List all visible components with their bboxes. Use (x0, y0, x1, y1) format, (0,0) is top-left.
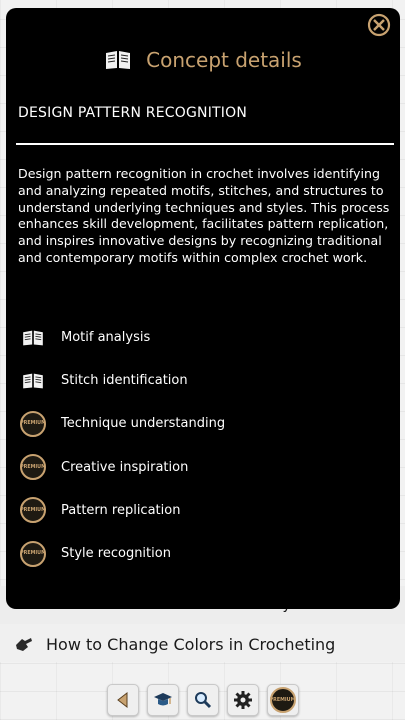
concept-details-modal (6, 8, 400, 609)
search-icon (194, 691, 212, 709)
concept-description: Design pattern recognition in crochet involves identifying and analyzing repeated motifs, stitches, and structures to understand underlying techniques and styles. This process enhances skill development, facilitates pattern replication, and inspires innovative designs by recognizing traditional and contemporary motifs within complex crochet work. (18, 166, 390, 265)
modal-title: Concept details (146, 48, 302, 72)
concept-item-label: Pattern replication (61, 502, 181, 518)
book-icon (20, 325, 46, 351)
learn-button[interactable] (147, 684, 179, 716)
premium-icon (20, 541, 46, 567)
premium-badge: PREMIUM (20, 411, 46, 437)
hand-pointer-icon (14, 635, 34, 653)
concept-item-label: Stitch identification (61, 373, 188, 389)
premium-button[interactable] (267, 684, 299, 716)
close-icon[interactable] (367, 13, 391, 37)
modal-header (6, 48, 400, 72)
book-icon (104, 49, 132, 71)
book-icon (20, 368, 46, 394)
premium-icon (20, 411, 46, 437)
section-title: DESIGN PATTERN RECOGNITION (18, 105, 247, 121)
concept-item[interactable] (20, 446, 390, 489)
graduation-cap-icon (153, 691, 173, 709)
background-list-item-label: How to Change Colors in Crocheting (46, 634, 336, 654)
premium-icon (20, 497, 46, 523)
bottom-toolbar (0, 680, 405, 720)
concept-item-label: Technique understanding (61, 416, 226, 432)
background-list-item[interactable] (0, 628, 405, 660)
divider (16, 143, 394, 145)
settings-button[interactable] (227, 684, 259, 716)
concept-item[interactable] (20, 316, 390, 359)
back-icon (114, 691, 132, 709)
concept-items-list (20, 316, 390, 575)
premium-badge: PREMIUM (20, 497, 46, 523)
concept-item[interactable] (20, 489, 390, 532)
concept-item[interactable] (20, 402, 390, 445)
premium-icon (20, 454, 46, 480)
concept-item[interactable] (20, 532, 390, 575)
concept-item-label: Style recognition (61, 546, 171, 562)
premium-badge: PREMIUM (20, 541, 46, 567)
concept-item-label: Motif analysis (61, 330, 151, 346)
search-button[interactable] (187, 684, 219, 716)
premium-icon: PREMIUM (270, 687, 296, 713)
concept-item[interactable] (20, 359, 390, 402)
gear-icon (233, 690, 253, 710)
premium-badge: PREMIUM (20, 454, 46, 480)
back-button[interactable] (107, 684, 139, 716)
concept-item-label: Creative inspiration (61, 459, 189, 475)
